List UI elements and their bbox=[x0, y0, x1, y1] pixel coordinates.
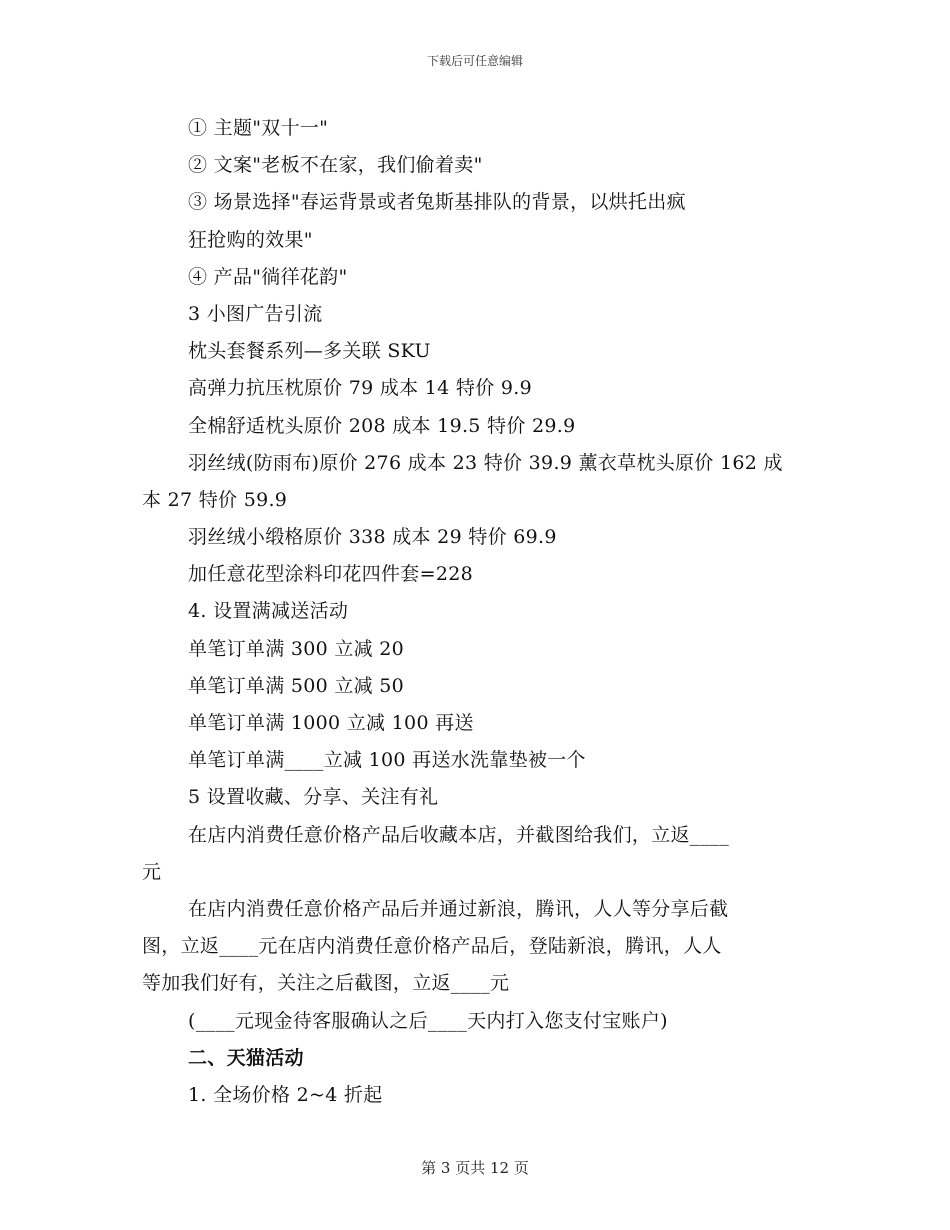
section-heading: 二、天猫活动 bbox=[188, 1046, 304, 1069]
text-line: 单笔订单满 1000 立减 100 再送 bbox=[188, 712, 474, 734]
text-line: (____元现金待客服确认之后____天内打入您支付宝账户) bbox=[188, 1009, 668, 1032]
text-line: 加任意花型涂料印花四件套=228 bbox=[188, 563, 473, 586]
text-line: 羽丝绒(防雨布)原价 276 成本 23 特价 39.9 薰衣草枕头原价 162 成 bbox=[188, 451, 783, 474]
text-line: 3 小图广告引流 bbox=[188, 302, 323, 325]
text-line: 枕头套餐系列—多关联 SKU bbox=[188, 340, 431, 363]
text-line: ③ 场景选择"春运背景或者兔斯基排队的背景，以烘托出疯 bbox=[188, 191, 686, 214]
text-line: 在店内消费任意价格产品后并通过新浪，腾讯，人人等分享后截 bbox=[188, 897, 729, 920]
text-line: 羽丝绒小缎格原价 338 成本 29 特价 69.9 bbox=[188, 526, 557, 549]
text-line: 等加我们好有，关注之后截图，立返____元 bbox=[142, 972, 510, 995]
section-heading: 4. 设置满减送活动 bbox=[188, 600, 349, 623]
text-line: 全棉舒适枕头原价 208 成本 19.5 特价 29.9 bbox=[188, 414, 576, 437]
text-line: 在店内消费任意价格产品后收藏本店，并截图给我们，立返____ bbox=[188, 823, 730, 846]
text-line: 高弹力抗压枕原价 79 成本 14 特价 9.9 bbox=[188, 377, 532, 400]
section-heading: 5 设置收藏、分享、关注有礼 bbox=[188, 786, 439, 809]
text-line: 狂抢购的效果" bbox=[188, 228, 313, 251]
text-line: 1. 全场价格 2~4 折起 bbox=[188, 1083, 383, 1106]
page-footer: 第 3 页共 12 页 bbox=[421, 1159, 529, 1177]
text-line: ② 文案"老板不在家，我们偷着卖" bbox=[188, 154, 483, 177]
text-line: 本 27 特价 59.9 bbox=[142, 488, 288, 511]
text-line: ④ 产品"徜徉花韵" bbox=[188, 265, 348, 288]
document-body bbox=[142, 110, 822, 1114]
text-line: ① 主题"双十一" bbox=[188, 117, 329, 139]
text-line: 元 bbox=[142, 860, 162, 883]
text-line: 图，立返____元在店内消费任意价格产品后，登陆新浪，腾讯，人人 bbox=[142, 935, 722, 958]
text-line: 单笔订单满 500 立减 50 bbox=[188, 674, 405, 697]
page-header: 下载后可任意编辑 bbox=[426, 54, 523, 68]
text-line: 单笔订单满 300 立减 20 bbox=[188, 637, 405, 660]
text-line: 单笔订单满____立减 100 再送水洗靠垫被一个 bbox=[188, 749, 586, 772]
